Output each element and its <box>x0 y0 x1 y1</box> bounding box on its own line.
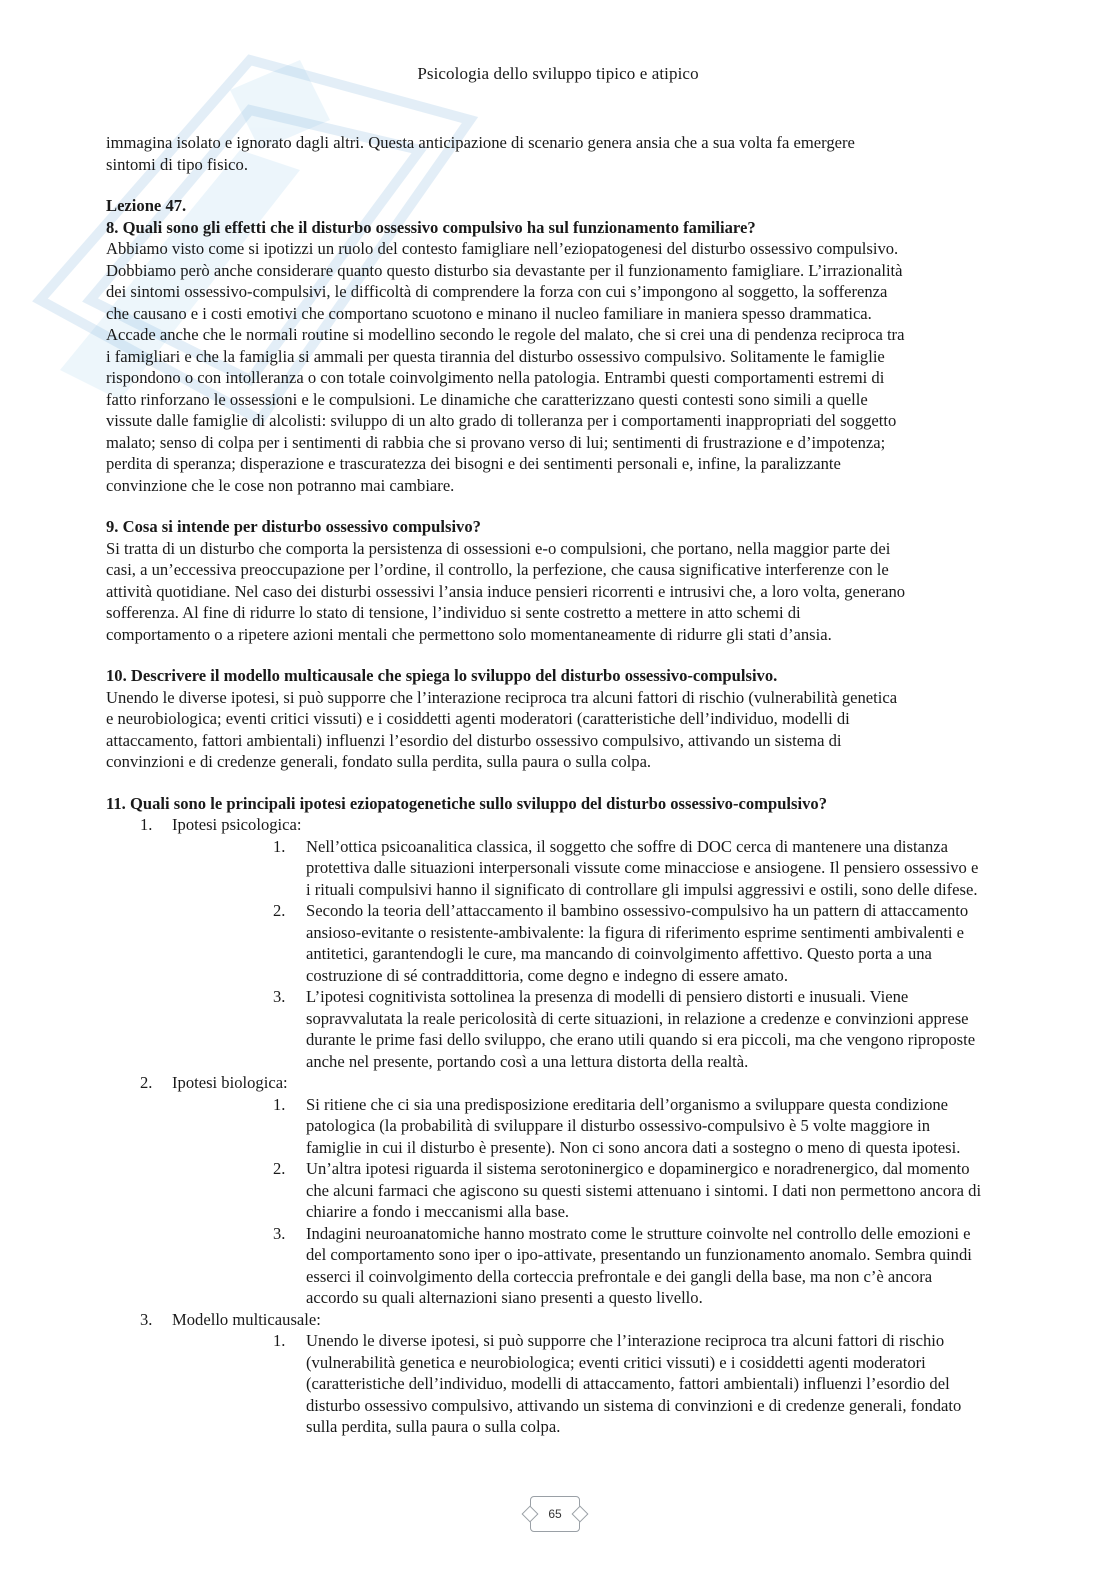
list-label: Modello multicausale: <box>172 1309 321 1329</box>
text-line: comportamento o a ripetere azioni mentali che permettono solo momentaneamente di ridurre gli stati d’ansia. <box>106 624 832 644</box>
text-line: patologica (la probabilità di sviluppare il disturbo ossessivo-compulsivo è 5 volte maggiore in <box>306 1116 930 1135</box>
list-number: 2. <box>273 1159 286 1178</box>
question-11 <box>106 793 1016 1438</box>
sub-list <box>172 1094 1016 1309</box>
sub-list-item <box>172 1158 1016 1223</box>
text-line: i rituali compulsivi hanno il significato di controllare gli impulsi aggressivi e ostili, sono delle difese. <box>306 879 978 899</box>
text-line: costruzione di sé contraddittoria, come degno e indegno di essere amato. <box>306 965 788 985</box>
text-line: famiglie in cui il disturbo è presente). Non ci sono ancora dati a sostegno o meno di questa ipotesi. <box>306 1137 961 1157</box>
text-line: L’ipotesi cognitivista sottolinea la presenza di modelli di pensiero distorti e inusuali. Viene <box>306 987 909 1006</box>
text-line: (caratteristiche dell’individuo, modelli di attaccamento, fattori ambientali) influenzi l’esordio del <box>306 1374 950 1393</box>
text-line: i famigliari e che la famiglia si ammali per questa tirannia del disturbo ossessivo compulsivo. Solitamente le famiglie <box>106 346 885 366</box>
list-number: 1. <box>273 1094 286 1114</box>
text-line: dei sintomi ossessivo-compulsivi, le difficoltà di comprendere la forza con cui s’impongono al soggetto, la sofferenza <box>106 282 888 301</box>
text-line: fatto rinforzano le ossessioni e le compulsioni. Le dinamiche che caratterizzano questi contesti sono simili a quelle <box>106 389 868 409</box>
text-line: chiarire a fondo i meccanismi alla base. <box>306 1202 570 1221</box>
list-item <box>106 814 1016 1072</box>
text-line: Si ritiene che ci sia una predisposizione ereditaria dell’organismo a sviluppare questa condizione <box>306 1094 949 1114</box>
sub-list-item <box>172 836 1016 901</box>
text-line: esserci il coinvolgimento della corteccia prefrontale e dei gangli della base, ma non c’è ancora <box>306 1266 933 1286</box>
list-number: 1. <box>273 836 286 856</box>
text-line: e neurobiologica; eventi critici vissuti) e i cosiddetti agenti moderatori (caratteristiche dell’individuo, modelli di <box>106 709 850 728</box>
sub-list <box>172 1330 1016 1438</box>
lesson-title: Lezione 47. <box>106 196 187 215</box>
question-title: 11. Quali sono le principali ipotesi eziopatogenetiche sullo sviluppo del disturbo ossessivo-compulsivo? <box>106 793 827 813</box>
text-line: accordo su quali alternazioni siano presenti a questo livello. <box>306 1288 703 1307</box>
question-10 <box>106 665 1016 773</box>
text-line: Unendo le diverse ipotesi, si può supporre che l’interazione reciproca tra alcuni fattori di rischio (vulnerabilità genetica <box>106 687 898 707</box>
sub-list-item <box>172 1223 1016 1309</box>
text-line: convinzione che le cose non potranno mai cambiare. <box>106 475 455 495</box>
text-line: Accade anche che le normali routine si modellino secondo le regole del malato, che si crei una di pendenza reciproca tra <box>106 325 905 344</box>
text-line: convinzioni e di credenze generali, fondato sulla perdita, sulla paura o sulla colpa. <box>106 752 652 771</box>
text-line: che causano e i costi emotivi che comportano scuotono e minano il nucleo familiare in maniera spesso drammatica. <box>106 303 872 323</box>
hypothesis-list <box>106 814 1016 1438</box>
list-number: 1. <box>273 1331 286 1350</box>
list-number: 2. <box>140 1073 153 1092</box>
text-line: rispondono o con intolleranza o con totale coinvolgimento nella patologia. Entrambi questi comportamenti estremi di <box>106 368 885 387</box>
text-line: Un’altra ipotesi riguarda il sistema serotoninergico e dopaminergico e noradrenergico, dal momento <box>306 1159 970 1178</box>
sub-list-item <box>172 1094 1016 1159</box>
text-line: sopravvalutata la reale pericolosità di certe situazioni, in relazione a credenze e convinzioni apprese <box>306 1008 969 1028</box>
text-line: protettiva dalle situazioni interpersonali vissute come minacciose e ansiogene. Il pensiero ossessivo e <box>306 858 979 877</box>
list-number: 3. <box>273 1223 286 1243</box>
question-8 <box>106 217 1016 497</box>
page-number <box>530 1496 580 1532</box>
text-line: del comportamento sono iper o ipo-attivate, presentando un funzionamento anomalo. Sembra quindi <box>306 1245 972 1264</box>
text-line: sulla perdita, sulla paura o sulla colpa. <box>306 1417 561 1436</box>
intro-paragraph <box>106 132 1016 175</box>
text-line: Indagini neuroanatomiche hanno mostrato come le strutture coinvolte nel controllo delle emozioni e <box>306 1223 971 1243</box>
text-line: Nell’ottica psicoanalitica classica, il soggetto che soffre di DOC cerca di mantenere una distanza <box>306 836 948 856</box>
text-line: Abbiamo visto come si ipotizzi un ruolo del contesto famigliare nell’eziopatogenesi del disturbo ossessivo compulsivo. <box>106 239 899 258</box>
text-line: Dobbiamo però anche considerare quanto questo disturbo sia devastante per il funzionamento famigliare. L’irrazionalità <box>106 260 903 280</box>
text-line: attaccamento, fattori ambientali) influenzi l’esordio del disturbo ossessivo compulsivo, attivando un sistema di <box>106 730 842 750</box>
question-title: 8. Quali sono gli effetti che il disturbo ossessivo compulsivo ha sul funzionamento familiare? <box>106 217 756 237</box>
sub-list-item <box>172 900 1016 986</box>
list-item <box>106 1309 1016 1438</box>
text-line: (vulnerabilità genetica e neurobiologica; eventi critici vissuti) e i cosiddetti agenti moderatori <box>306 1352 926 1372</box>
text-line: sofferenza. Al fine di ridurre lo stato di tensione, l’individuo si sente costretto a mettere in atto schemi di <box>106 603 801 622</box>
text-line: immagina isolato e ignorato dagli altri. Questa anticipazione di scenario genera ansia che a sua volta fa emergere <box>106 133 855 152</box>
list-number: 3. <box>273 987 286 1006</box>
text-line: Unendo le diverse ipotesi, si può supporre che l’interazione reciproca tra alcuni fattori di rischio <box>306 1331 945 1350</box>
list-item <box>106 1072 1016 1309</box>
text-line: sintomi di tipo fisico. <box>106 154 248 174</box>
text-line: malato; senso di colpa per i sentimenti di rabbia che si provano verso di lui; sentimenti di frustrazione e d’impotenza; <box>106 432 886 452</box>
sub-list-item <box>172 986 1016 1072</box>
text-line: durante le prime fasi dello sviluppo, che erano utili quando si era piccoli, ma che vengono riproposte <box>306 1030 976 1049</box>
question-9 <box>106 516 1016 645</box>
page-header: Psicologia dello sviluppo tipico e atipico <box>417 64 699 83</box>
text-line: casi, a un’eccessiva preoccupazione per l’ordine, il controllo, la perfezione, che causa significative interferenze con le <box>106 560 889 579</box>
page-number-text: 65 <box>548 1507 562 1521</box>
text-line: Secondo la teoria dell’attaccamento il bambino ossessivo-compulsivo ha un pattern di attaccamento <box>306 901 969 920</box>
text-line: disturbo ossessivo compulsivo, attivando un sistema di convinzioni e di credenze generali, fondato <box>306 1395 962 1415</box>
text-line: ansioso-evitante o resistente-ambivalente: la figura di riferimento esprime sentimenti ambivalenti e <box>306 922 964 942</box>
text-line: anche nel presente, portando così a una lettura distorta della realtà. <box>306 1051 749 1071</box>
text-line: attività quotidiane. Nel caso dei disturbi ossessivi l’ansia induce pensieri ricorrenti e intrusivi che, a loro volta, generano <box>106 581 906 601</box>
sub-list-item <box>172 1330 1016 1438</box>
text-line: Si tratta di un disturbo che comporta la persistenza di ossessioni e-o compulsioni, che portano, nella maggior parte dei <box>106 538 891 558</box>
list-label: Ipotesi psicologica: <box>172 815 302 834</box>
text-line: antitetici, garantendogli le cure, ma mancando di coinvolgimento affettivo. Questo porta a una <box>306 944 932 963</box>
text-line: perdita di speranza; disperazione e trascuratezza dei bisogni e dei sentimenti personali e, infine, la paralizzante <box>106 454 841 473</box>
text-line: che alcuni farmaci che agiscono su questi sistemi attenuano i sintomi. I dati non permettono ancora di <box>306 1180 982 1200</box>
document-body <box>106 132 1016 1438</box>
list-number: 1. <box>140 815 153 834</box>
question-title: 10. Descrivere il modello multicausale che spiega lo sviluppo del disturbo ossessivo-compulsivo. <box>106 666 778 685</box>
text-line: vissute dalle famiglie di alcolisti: sviluppo di un alto grado di tolleranza per i comportamenti inappropriati del soggetto <box>106 411 897 430</box>
sub-list <box>172 836 1016 1073</box>
list-label: Ipotesi biologica: <box>172 1073 288 1092</box>
list-number: 2. <box>273 901 286 920</box>
question-title: 9. Cosa si intende per disturbo ossessivo compulsivo? <box>106 517 481 536</box>
list-number: 3. <box>140 1309 153 1329</box>
